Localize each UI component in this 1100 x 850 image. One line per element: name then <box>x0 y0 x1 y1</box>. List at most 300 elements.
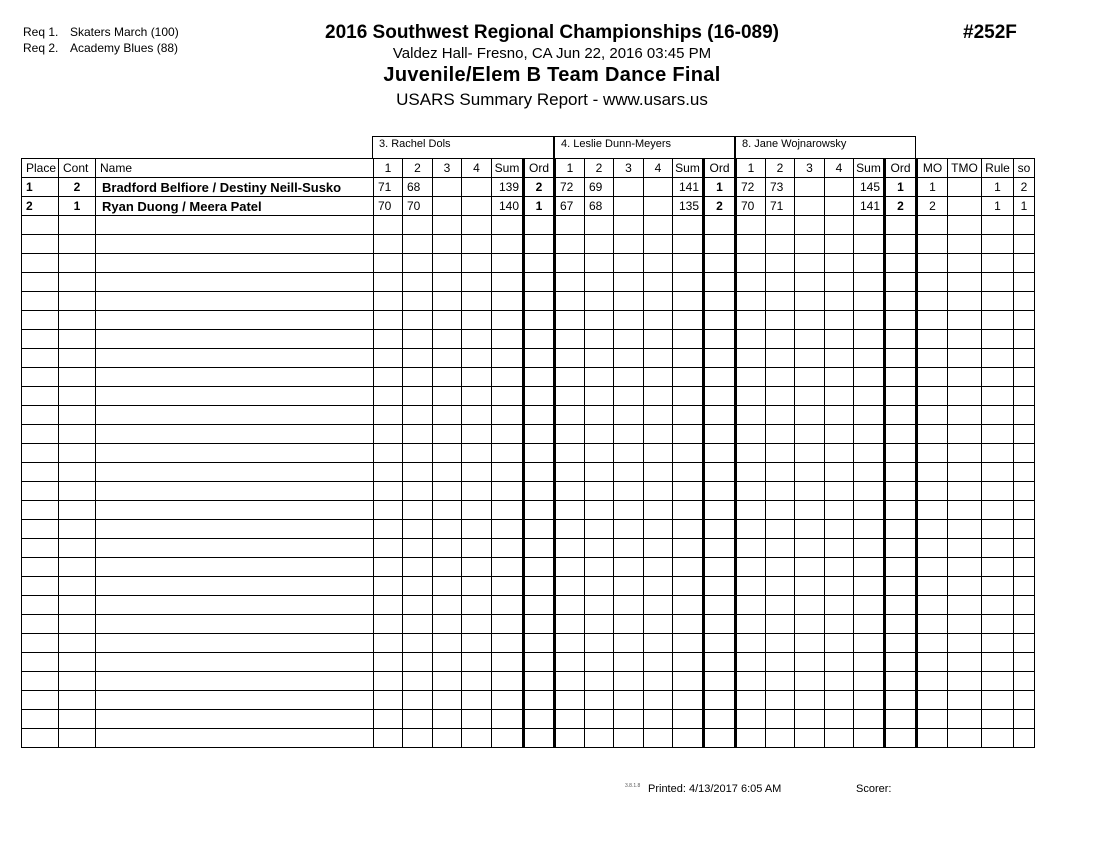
empty-cell <box>885 520 917 539</box>
empty-cell <box>403 387 433 406</box>
empty-cell <box>403 615 433 634</box>
table-row <box>22 178 1035 197</box>
empty-cell <box>374 406 403 425</box>
empty-cell <box>736 520 766 539</box>
empty-cell <box>614 615 644 634</box>
empty-cell <box>59 387 96 406</box>
empty-cell <box>1014 425 1035 444</box>
empty-cell <box>704 539 736 558</box>
empty-cell <box>854 444 885 463</box>
empty-cell <box>555 729 585 748</box>
empty-cell <box>825 501 854 520</box>
empty-cell <box>885 596 917 615</box>
empty-cell <box>673 463 704 482</box>
empty-cell <box>433 387 462 406</box>
empty-cell <box>644 216 673 235</box>
col-j2-sum: Sum <box>673 159 704 178</box>
empty-cell <box>948 254 982 273</box>
empty-cell <box>555 501 585 520</box>
empty-cell <box>96 463 374 482</box>
col-j3-score-3: 3 <box>795 159 825 178</box>
empty-cell <box>462 273 492 292</box>
empty-cell <box>1014 311 1035 330</box>
empty-cell <box>462 444 492 463</box>
empty-cell <box>374 634 403 653</box>
empty-cell <box>825 729 854 748</box>
empty-cell <box>524 520 555 539</box>
empty-cell <box>374 729 403 748</box>
empty-cell <box>1014 368 1035 387</box>
empty-cell <box>492 425 524 444</box>
empty-cell <box>673 311 704 330</box>
empty-cell <box>22 235 59 254</box>
empty-cell <box>614 463 644 482</box>
empty-cell <box>1014 729 1035 748</box>
empty-cell <box>885 311 917 330</box>
empty-cell <box>982 615 1014 634</box>
empty-cell <box>704 520 736 539</box>
empty-cell <box>555 615 585 634</box>
empty-cell <box>885 653 917 672</box>
report-title: USARS Summary Report - www.usars.us <box>396 90 708 109</box>
empty-cell <box>704 406 736 425</box>
empty-cell <box>766 235 795 254</box>
empty-cell <box>854 653 885 672</box>
empty-cell <box>795 577 825 596</box>
empty-cell <box>403 235 433 254</box>
empty-cell <box>403 577 433 596</box>
empty-cell <box>585 311 614 330</box>
empty-cell <box>795 558 825 577</box>
empty-cell <box>585 672 614 691</box>
empty-cell <box>854 463 885 482</box>
empty-cell <box>585 425 614 444</box>
col-j2-score-3: 3 <box>614 159 644 178</box>
empty-cell <box>59 539 96 558</box>
empty-cell <box>885 444 917 463</box>
empty-cell <box>403 710 433 729</box>
empty-row <box>22 634 1035 653</box>
empty-cell <box>96 368 374 387</box>
col-j3-sum: Sum <box>854 159 885 178</box>
empty-cell <box>555 691 585 710</box>
empty-cell <box>644 330 673 349</box>
judge-header-1: 3. Rachel Dols <box>372 136 554 158</box>
empty-cell <box>22 653 59 672</box>
empty-cell <box>673 558 704 577</box>
row-sum: 141 <box>673 178 704 197</box>
empty-cell <box>374 653 403 672</box>
empty-cell <box>585 577 614 596</box>
empty-cell <box>585 501 614 520</box>
empty-cell <box>766 330 795 349</box>
empty-cell <box>982 349 1014 368</box>
empty-cell <box>982 710 1014 729</box>
empty-cell <box>644 311 673 330</box>
empty-cell <box>22 292 59 311</box>
empty-cell <box>492 406 524 425</box>
empty-cell <box>492 520 524 539</box>
empty-cell <box>374 235 403 254</box>
empty-cell <box>59 425 96 444</box>
row-cont: 1 <box>59 197 96 216</box>
empty-cell <box>982 444 1014 463</box>
empty-cell <box>585 349 614 368</box>
empty-cell <box>982 653 1014 672</box>
empty-cell <box>736 216 766 235</box>
row-score: 68 <box>585 197 614 216</box>
empty-cell <box>948 539 982 558</box>
empty-cell <box>403 216 433 235</box>
empty-cell <box>736 653 766 672</box>
empty-cell <box>433 406 462 425</box>
empty-cell <box>524 406 555 425</box>
table-row <box>22 197 1035 216</box>
empty-cell <box>825 463 854 482</box>
empty-cell <box>585 596 614 615</box>
empty-cell <box>982 216 1014 235</box>
empty-cell <box>948 482 982 501</box>
requirement-2-text: Academy Blues (88) <box>70 41 179 55</box>
empty-cell <box>524 254 555 273</box>
empty-cell <box>96 425 374 444</box>
empty-cell <box>736 444 766 463</box>
empty-cell <box>462 216 492 235</box>
empty-cell <box>492 634 524 653</box>
empty-cell <box>555 254 585 273</box>
empty-cell <box>644 482 673 501</box>
row-place: 1 <box>22 178 59 197</box>
row-score: 67 <box>555 197 585 216</box>
empty-cell <box>795 311 825 330</box>
empty-cell <box>96 520 374 539</box>
empty-cell <box>524 596 555 615</box>
empty-cell <box>492 482 524 501</box>
empty-cell <box>462 292 492 311</box>
empty-row <box>22 558 1035 577</box>
empty-cell <box>766 482 795 501</box>
empty-cell <box>825 273 854 292</box>
empty-cell <box>374 558 403 577</box>
event-title: Juvenile/Elem B Team Dance Final <box>383 64 721 86</box>
empty-cell <box>585 368 614 387</box>
empty-cell <box>644 691 673 710</box>
empty-cell <box>492 273 524 292</box>
empty-cell <box>673 482 704 501</box>
empty-cell <box>555 425 585 444</box>
empty-cell <box>766 406 795 425</box>
empty-cell <box>948 330 982 349</box>
empty-cell <box>462 596 492 615</box>
row-tmo <box>948 178 982 197</box>
row-tmo <box>948 197 982 216</box>
requirement-2 <box>23 41 178 55</box>
empty-cell <box>524 653 555 672</box>
empty-cell <box>374 615 403 634</box>
empty-cell <box>462 311 492 330</box>
empty-cell <box>22 425 59 444</box>
empty-cell <box>614 596 644 615</box>
col-j1-score-4: 4 <box>462 159 492 178</box>
empty-cell <box>59 729 96 748</box>
empty-cell <box>704 349 736 368</box>
empty-cell <box>403 729 433 748</box>
col-j2-ord: Ord <box>704 159 736 178</box>
empty-cell <box>825 292 854 311</box>
empty-cell <box>374 330 403 349</box>
empty-cell <box>948 387 982 406</box>
empty-cell <box>644 406 673 425</box>
col-cont: Cont <box>59 159 96 178</box>
empty-cell <box>825 577 854 596</box>
empty-cell <box>492 672 524 691</box>
empty-cell <box>492 311 524 330</box>
footer-scorer: Scorer: <box>856 783 892 795</box>
empty-cell <box>462 634 492 653</box>
empty-cell <box>555 349 585 368</box>
empty-cell <box>555 634 585 653</box>
empty-cell <box>462 710 492 729</box>
empty-cell <box>704 311 736 330</box>
empty-cell <box>795 425 825 444</box>
empty-cell <box>524 710 555 729</box>
empty-cell <box>1014 292 1035 311</box>
requirement-2-label: Req 2. <box>23 41 59 55</box>
empty-cell <box>917 444 948 463</box>
empty-cell <box>885 463 917 482</box>
empty-cell <box>22 691 59 710</box>
requirement-1-text: Skaters March (100) <box>70 25 179 39</box>
empty-cell <box>854 311 885 330</box>
empty-cell <box>403 311 433 330</box>
empty-cell <box>704 425 736 444</box>
empty-cell <box>585 691 614 710</box>
empty-cell <box>982 520 1014 539</box>
empty-cell <box>492 729 524 748</box>
empty-cell <box>825 710 854 729</box>
empty-cell <box>885 729 917 748</box>
empty-cell <box>644 729 673 748</box>
empty-cell <box>524 387 555 406</box>
empty-cell <box>917 311 948 330</box>
empty-cell <box>885 577 917 596</box>
empty-cell <box>885 558 917 577</box>
empty-cell <box>885 501 917 520</box>
empty-cell <box>96 577 374 596</box>
empty-cell <box>673 254 704 273</box>
empty-cell <box>492 254 524 273</box>
empty-cell <box>917 615 948 634</box>
empty-cell <box>492 710 524 729</box>
empty-cell <box>736 710 766 729</box>
empty-cell <box>433 216 462 235</box>
row-mo: 1 <box>917 178 948 197</box>
empty-row <box>22 368 1035 387</box>
empty-cell <box>704 729 736 748</box>
empty-cell <box>1014 463 1035 482</box>
empty-cell <box>59 615 96 634</box>
empty-cell <box>614 672 644 691</box>
empty-cell <box>766 520 795 539</box>
empty-cell <box>736 463 766 482</box>
empty-cell <box>22 501 59 520</box>
empty-cell <box>433 235 462 254</box>
empty-cell <box>374 444 403 463</box>
empty-cell <box>59 235 96 254</box>
empty-cell <box>795 349 825 368</box>
empty-cell <box>644 368 673 387</box>
empty-cell <box>403 482 433 501</box>
empty-cell <box>795 463 825 482</box>
empty-cell <box>433 691 462 710</box>
empty-cell <box>644 672 673 691</box>
empty-cell <box>403 463 433 482</box>
row-score <box>433 178 462 197</box>
empty-row <box>22 596 1035 615</box>
empty-cell <box>795 672 825 691</box>
empty-cell <box>885 615 917 634</box>
empty-cell <box>96 254 374 273</box>
empty-cell <box>644 634 673 653</box>
empty-cell <box>948 235 982 254</box>
empty-row <box>22 577 1035 596</box>
empty-cell <box>854 691 885 710</box>
empty-cell <box>59 406 96 425</box>
empty-cell <box>96 444 374 463</box>
empty-cell <box>492 444 524 463</box>
row-place: 2 <box>22 197 59 216</box>
empty-cell <box>1014 558 1035 577</box>
empty-cell <box>982 596 1014 615</box>
empty-cell <box>22 577 59 596</box>
empty-cell <box>374 482 403 501</box>
empty-cell <box>917 710 948 729</box>
empty-cell <box>1014 349 1035 368</box>
empty-cell <box>854 235 885 254</box>
empty-cell <box>854 482 885 501</box>
empty-cell <box>524 634 555 653</box>
empty-cell <box>766 653 795 672</box>
empty-cell <box>403 520 433 539</box>
empty-cell <box>433 653 462 672</box>
empty-cell <box>704 387 736 406</box>
col-rule: Rule <box>982 159 1014 178</box>
row-ord: 1 <box>524 197 555 216</box>
col-j1-score-2: 2 <box>403 159 433 178</box>
empty-cell <box>766 691 795 710</box>
empty-cell <box>795 710 825 729</box>
empty-cell <box>704 558 736 577</box>
empty-cell <box>673 235 704 254</box>
empty-cell <box>462 558 492 577</box>
empty-cell <box>704 216 736 235</box>
row-rule: 1 <box>982 197 1014 216</box>
empty-cell <box>948 425 982 444</box>
row-rule: 1 <box>982 178 1014 197</box>
empty-cell <box>433 596 462 615</box>
empty-cell <box>766 634 795 653</box>
empty-cell <box>704 691 736 710</box>
empty-cell <box>585 273 614 292</box>
empty-cell <box>585 558 614 577</box>
empty-cell <box>917 482 948 501</box>
empty-cell <box>462 577 492 596</box>
empty-cell <box>585 482 614 501</box>
empty-cell <box>917 596 948 615</box>
empty-cell <box>673 292 704 311</box>
empty-cell <box>614 292 644 311</box>
empty-cell <box>673 710 704 729</box>
empty-cell <box>555 539 585 558</box>
empty-cell <box>825 254 854 273</box>
empty-cell <box>673 729 704 748</box>
col-place: Place <box>22 159 59 178</box>
requirement-1-label: Req 1. <box>23 25 59 39</box>
empty-row <box>22 235 1035 254</box>
empty-cell <box>614 653 644 672</box>
empty-row <box>22 653 1035 672</box>
empty-cell <box>885 235 917 254</box>
empty-cell <box>917 387 948 406</box>
empty-cell <box>736 425 766 444</box>
score-table <box>21 158 1035 748</box>
col-j3-ord: Ord <box>885 159 917 178</box>
empty-cell <box>585 710 614 729</box>
row-score: 70 <box>374 197 403 216</box>
empty-cell <box>1014 387 1035 406</box>
empty-cell <box>403 596 433 615</box>
empty-row <box>22 387 1035 406</box>
empty-cell <box>885 710 917 729</box>
empty-cell <box>795 330 825 349</box>
empty-cell <box>885 292 917 311</box>
empty-cell <box>885 482 917 501</box>
empty-row <box>22 349 1035 368</box>
empty-cell <box>96 653 374 672</box>
empty-cell <box>585 330 614 349</box>
empty-cell <box>462 368 492 387</box>
empty-cell <box>825 615 854 634</box>
empty-cell <box>433 482 462 501</box>
empty-cell <box>795 273 825 292</box>
empty-cell <box>766 368 795 387</box>
empty-cell <box>795 216 825 235</box>
empty-cell <box>462 330 492 349</box>
empty-cell <box>825 539 854 558</box>
empty-cell <box>462 615 492 634</box>
empty-cell <box>1014 596 1035 615</box>
empty-cell <box>854 710 885 729</box>
empty-cell <box>433 311 462 330</box>
judge-header-3: 8. Jane Wojnarowsky <box>735 136 916 158</box>
empty-cell <box>555 406 585 425</box>
empty-cell <box>885 387 917 406</box>
row-score <box>462 197 492 216</box>
empty-cell <box>795 729 825 748</box>
empty-cell <box>825 330 854 349</box>
empty-cell <box>59 368 96 387</box>
col-j1-sum: Sum <box>492 159 524 178</box>
empty-row <box>22 520 1035 539</box>
col-tmo: TMO <box>948 159 982 178</box>
row-name: Ryan Duong / Meera Patel <box>96 197 374 216</box>
empty-cell <box>736 691 766 710</box>
empty-cell <box>59 292 96 311</box>
empty-cell <box>22 216 59 235</box>
col-so: so <box>1014 159 1035 178</box>
empty-cell <box>524 292 555 311</box>
empty-cell <box>403 558 433 577</box>
